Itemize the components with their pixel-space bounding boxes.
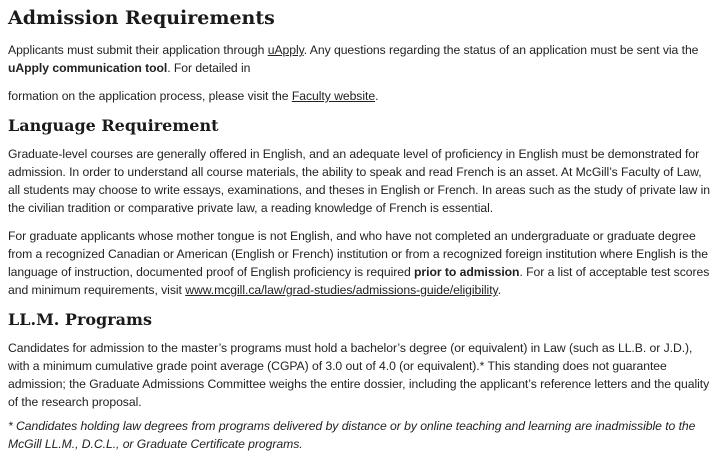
admission-paragraph-2 bbox=[8, 87, 712, 105]
eligibility-link[interactable]: www.mcgill.ca/law/grad-studies/admissions-guide/eligibility bbox=[185, 283, 498, 297]
language-paragraph-1: Graduate-level courses are generally offered in English, and an adequate level of proficiency in English must be demonstrated for admission. In order to understand all course materials, the ability to speak and read French is an asset. At McGill’s Faculty of Law, all students may choose to write essays, examinations, and theses in English or French. In areas such as the study of private law in the civilian tradition or comparative private law, a reading knowledge of French is essential. bbox=[8, 147, 710, 215]
uapply-communication-tool-text: uApply communication tool bbox=[8, 61, 168, 75]
admission-requirements-heading: Admission Requirements bbox=[8, 7, 275, 29]
admission-paragraph-1 bbox=[8, 41, 712, 77]
uapply-link[interactable]: uApply bbox=[267, 43, 304, 57]
prior-to-admission-text: prior to admission bbox=[414, 265, 520, 279]
language-p2-text-3: . bbox=[497, 283, 502, 297]
language-paragraph-2 bbox=[8, 227, 712, 299]
language-p2-text-1: For graduate applicants whose mother tongue is not English, and who have not completed an undergraduate or graduate degree from a recognized Canadian or American (English or French) institution or from a recognized foreign institution where English is the language of instruction, documented proof of English proficiency is required bbox=[8, 229, 708, 279]
language-p2-text-2: . For a list of acceptable test scores and minimum requirements, visit bbox=[8, 265, 710, 297]
llm-footnote: * Candidates holding law degrees from programs delivered by distance or by online teaching and learning are inadmissible to the McGill LL.M., D.C.L., or Graduate Certificate programs. bbox=[8, 419, 696, 451]
admission-p2-text-1: formation on the application process, please visit the bbox=[8, 89, 292, 103]
faculty-website-link[interactable]: Faculty website bbox=[291, 89, 376, 103]
admission-p1-text-3: . For detailed in bbox=[167, 61, 251, 75]
language-requirement-heading: Language Requirement bbox=[8, 116, 219, 135]
admission-p1-text-2: . Any questions regarding the status of an application must be sent via the bbox=[303, 43, 699, 57]
admission-p1-text-1: Applicants must submit their application through bbox=[8, 43, 268, 57]
admission-p2-text-2: . bbox=[375, 89, 379, 103]
llm-programs-heading: LL.M. Programs bbox=[8, 310, 152, 329]
llm-paragraph-1: Candidates for admission to the master’s programs must hold a bachelor’s degree (or equivalent) in Law (such as LL.B. or J.D.), with a minimum cumulative grade point average (CGPA) of 3.0 out of 4.0 (or equivalent).* This standing does not guarantee admission; the Graduate Admissions Committee weighs the entire dossier, including the applicant’s reference letters and the quality of the research proposal. bbox=[8, 341, 710, 409]
